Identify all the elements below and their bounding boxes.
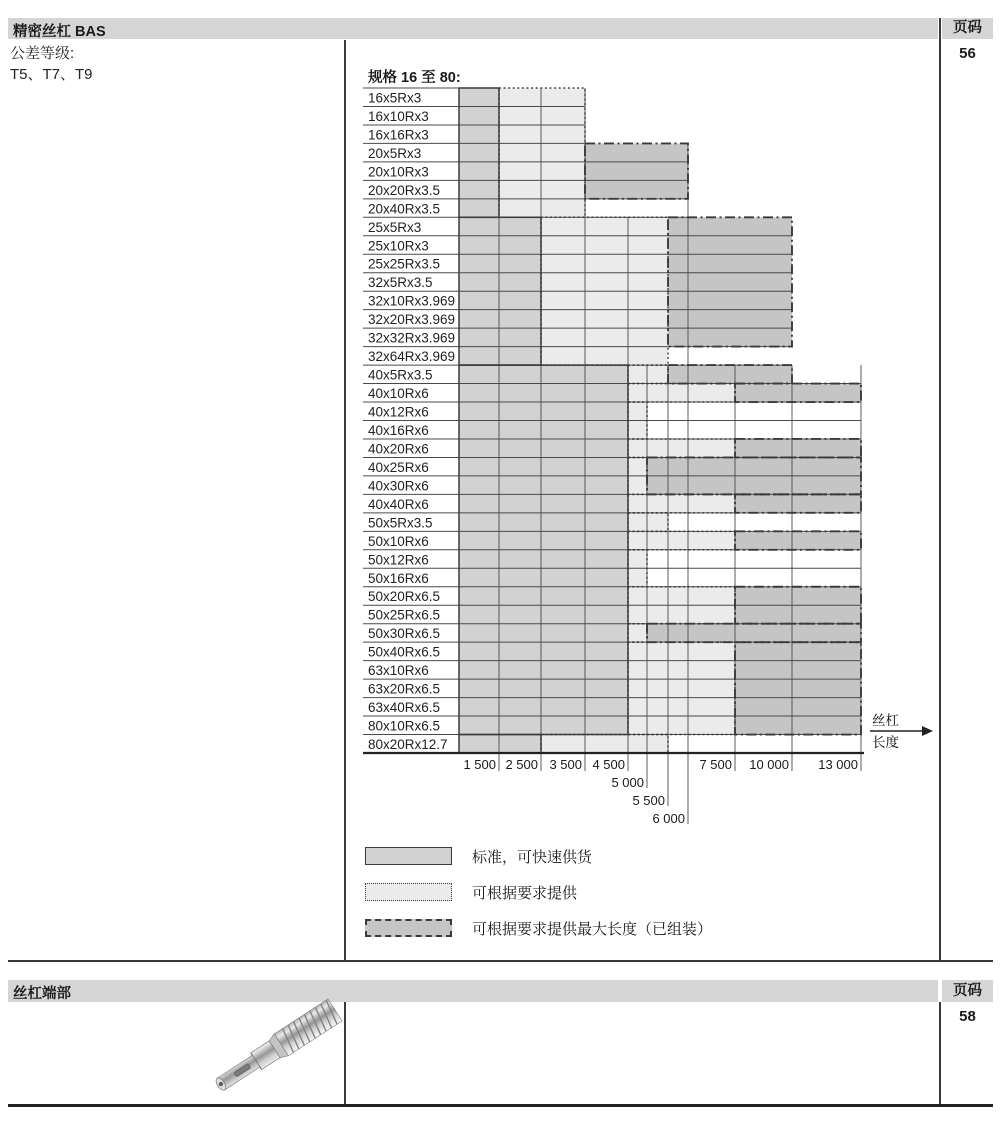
svg-text:40x25Rx6: 40x25Rx6 <box>368 459 429 475</box>
chart-legend <box>365 845 712 953</box>
divider <box>8 960 993 962</box>
legend-label: 可根据要求提供最大长度（已组装） <box>472 920 713 938</box>
svg-text:4 500: 4 500 <box>592 757 625 772</box>
svg-text:5 000: 5 000 <box>611 775 644 790</box>
svg-text:7 500: 7 500 <box>699 757 732 772</box>
svg-text:50x25Rx6.5: 50x25Rx6.5 <box>368 607 441 623</box>
svg-text:32x10Rx3.969: 32x10Rx3.969 <box>368 293 456 309</box>
svg-text:40x5Rx3.5: 40x5Rx3.5 <box>368 367 433 383</box>
svg-text:16x5Rx3: 16x5Rx3 <box>368 90 422 106</box>
x-axis-unit-label <box>870 712 933 750</box>
svg-text:20x20Rx3.5: 20x20Rx3.5 <box>368 182 441 198</box>
divider <box>8 1104 993 1107</box>
svg-text:40x40Rx6: 40x40Rx6 <box>368 496 429 512</box>
svg-text:40x12Rx6: 40x12Rx6 <box>368 404 429 420</box>
svg-text:20x40Rx3.5: 20x40Rx3.5 <box>368 201 441 217</box>
svg-text:40x10Rx6: 40x10Rx6 <box>368 386 429 402</box>
length-availability-chart <box>355 60 955 850</box>
tolerance-class-values: T5、T7、T9 <box>10 66 93 83</box>
svg-text:32x64Rx3.969: 32x64Rx3.969 <box>368 349 456 365</box>
svg-text:50x20Rx6.5: 50x20Rx6.5 <box>368 589 441 605</box>
section2-header-bar <box>8 980 938 1002</box>
arrow-right-icon <box>922 726 933 736</box>
svg-text:3 500: 3 500 <box>549 757 582 772</box>
svg-text:1 500: 1 500 <box>463 757 496 772</box>
svg-text:丝杠: 丝杠 <box>872 713 899 728</box>
svg-text:20x10Rx3: 20x10Rx3 <box>368 164 429 180</box>
screw-end-illustration <box>193 998 358 1108</box>
svg-text:80x20Rx12.7: 80x20Rx12.7 <box>368 737 448 753</box>
svg-text:25x25Rx3.5: 25x25Rx3.5 <box>368 256 441 272</box>
svg-text:50x16Rx6: 50x16Rx6 <box>368 570 429 586</box>
legend-swatch-on_request <box>365 883 452 901</box>
legend-swatch-standard <box>365 847 452 865</box>
svg-text:2 500: 2 500 <box>505 757 538 772</box>
svg-text:63x20Rx6.5: 63x20Rx6.5 <box>368 681 441 697</box>
svg-text:32x20Rx3.969: 32x20Rx3.969 <box>368 312 456 328</box>
svg-text:32x32Rx3.969: 32x32Rx3.969 <box>368 330 456 346</box>
section1-page-label: 页码 <box>942 18 993 39</box>
chart-row-labels <box>368 91 455 753</box>
section2-page-number: 58 <box>959 1008 976 1025</box>
svg-text:5 500: 5 500 <box>632 793 665 808</box>
svg-text:63x40Rx6.5: 63x40Rx6.5 <box>368 700 441 716</box>
section2-title: 丝杠端部 <box>13 986 71 1002</box>
svg-text:50x10Rx6: 50x10Rx6 <box>368 533 429 549</box>
svg-text:16x16Rx3: 16x16Rx3 <box>368 127 429 143</box>
section1-page-number: 56 <box>959 45 976 62</box>
svg-text:25x10Rx3: 25x10Rx3 <box>368 238 429 254</box>
svg-text:50x5Rx3.5: 50x5Rx3.5 <box>368 515 433 531</box>
legend-label: 可根据要求提供 <box>472 884 578 902</box>
svg-text:40x20Rx6: 40x20Rx6 <box>368 441 429 457</box>
svg-text:80x10Rx6.5: 80x10Rx6.5 <box>368 718 441 734</box>
section2-page-label: 页码 <box>942 980 993 1002</box>
svg-text:20x5Rx3: 20x5Rx3 <box>368 145 422 161</box>
legend-item-standard <box>365 845 712 867</box>
chart-title: 规格 16 至 80: <box>368 70 461 86</box>
legend-swatch-max_length <box>365 919 452 937</box>
svg-text:63x10Rx6: 63x10Rx6 <box>368 663 429 679</box>
section1-title: 精密丝杠 BAS <box>13 24 106 40</box>
svg-text:10 000: 10 000 <box>749 757 789 772</box>
divider <box>939 1002 941 1105</box>
svg-text:32x5Rx3.5: 32x5Rx3.5 <box>368 275 433 291</box>
svg-text:40x30Rx6: 40x30Rx6 <box>368 478 429 494</box>
section1-header-bar <box>8 18 938 39</box>
screw-end-group <box>211 999 342 1097</box>
divider <box>344 40 346 961</box>
svg-text:50x30Rx6.5: 50x30Rx6.5 <box>368 626 441 642</box>
svg-text:50x12Rx6: 50x12Rx6 <box>368 552 429 568</box>
tolerance-class-label: 公差等级: <box>10 45 75 62</box>
svg-text:25x5Rx3: 25x5Rx3 <box>368 219 422 235</box>
legend-item-on_request <box>365 881 712 903</box>
legend-label: 标准，可快速供货 <box>472 848 593 866</box>
x-axis-tick-labels <box>463 757 858 826</box>
svg-text:长度: 长度 <box>872 735 899 750</box>
svg-text:16x10Rx3: 16x10Rx3 <box>368 108 429 124</box>
svg-text:50x40Rx6.5: 50x40Rx6.5 <box>368 644 441 660</box>
svg-text:6 000: 6 000 <box>652 811 685 826</box>
svg-text:13 000: 13 000 <box>818 757 858 772</box>
svg-text:40x16Rx6: 40x16Rx6 <box>368 422 429 438</box>
legend-item-max_length <box>365 917 712 939</box>
